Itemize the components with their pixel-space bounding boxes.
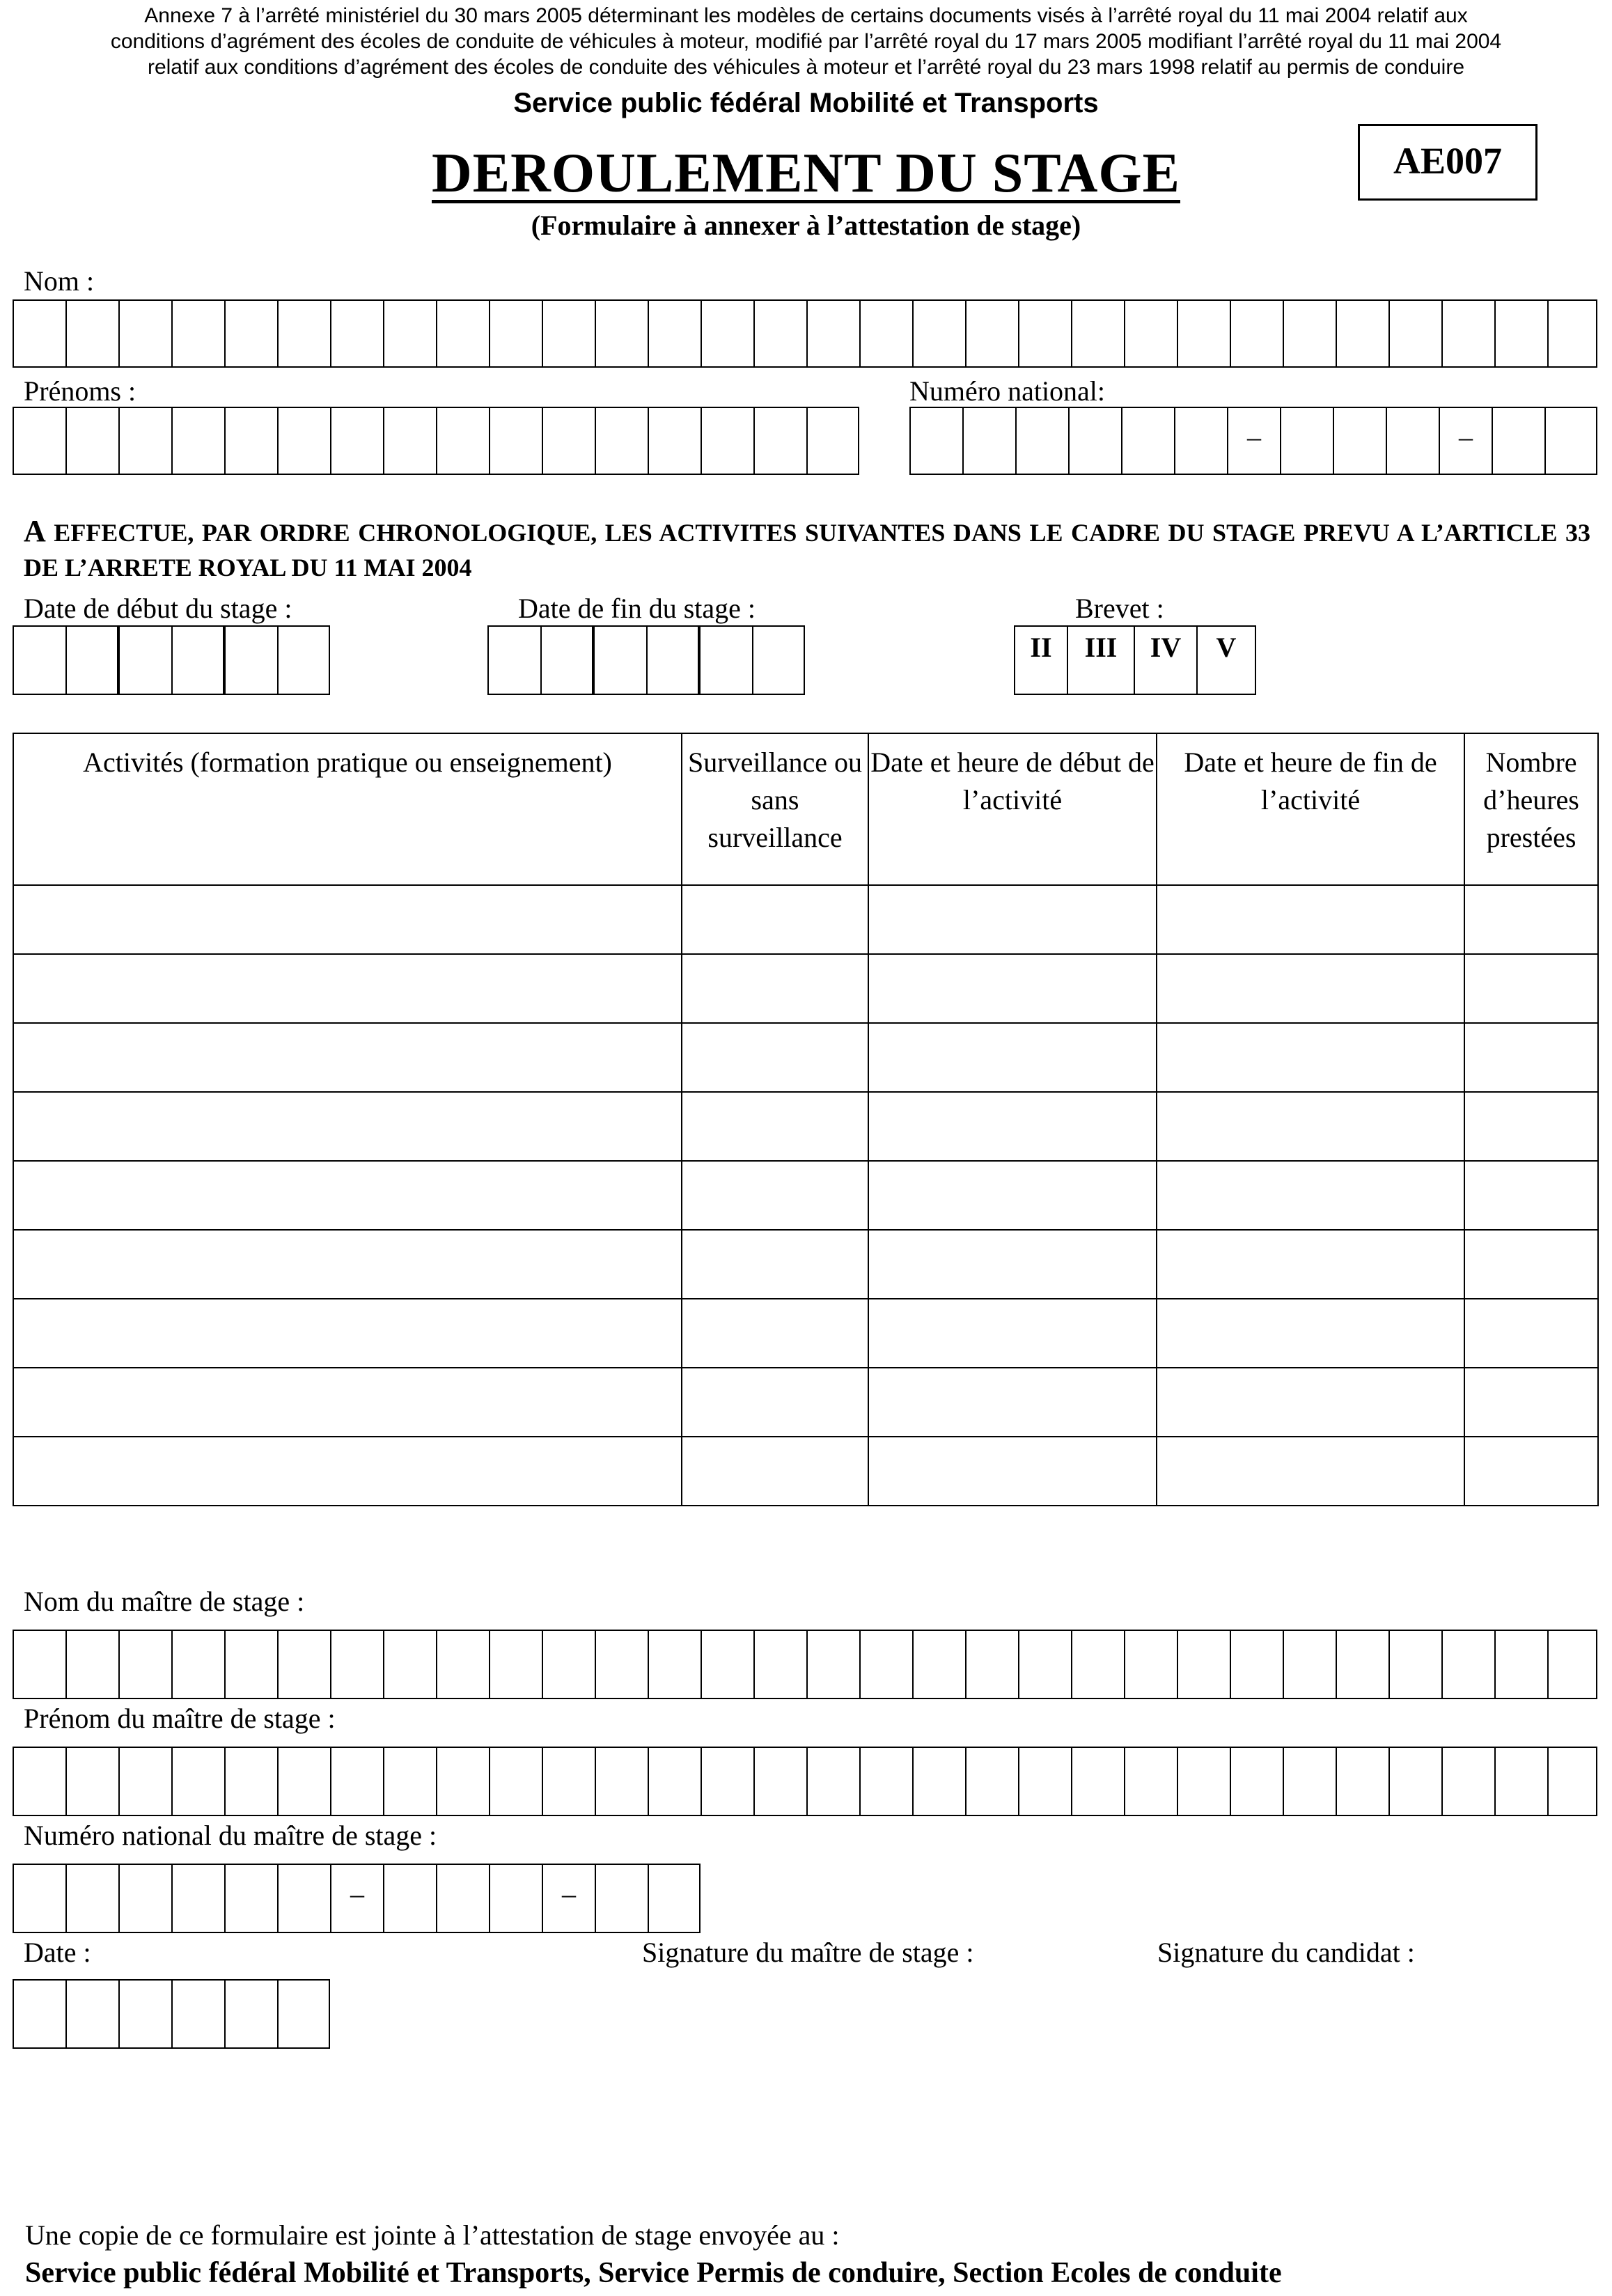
form-code: AE007 [1358,124,1537,201]
numero-national-field[interactable] [909,407,1597,475]
end-cell[interactable] [1157,1092,1464,1161]
start-cell[interactable] [868,1161,1157,1230]
numero-maitre-label: Numéro national du maître de stage : [24,1820,437,1851]
surveillance-cell[interactable] [682,1023,868,1092]
end-cell[interactable] [1157,1368,1464,1437]
page-subtitle: (Formulaire à annexer à l’attestation de stage) [531,210,1081,241]
table-row [13,1299,1598,1368]
brevet-options [1014,625,1256,695]
hours-cell[interactable] [1464,954,1598,1023]
date-fin-field[interactable] [487,625,805,695]
activity-cell[interactable] [13,1092,682,1161]
nom-field[interactable] [13,299,1597,368]
activity-cell[interactable] [13,885,682,954]
end-cell[interactable] [1157,1437,1464,1506]
nom-label: Nom : [24,265,95,297]
start-cell[interactable] [868,885,1157,954]
surveillance-cell[interactable] [682,1230,868,1299]
activities-table [13,733,1599,1506]
table-header-row [13,733,1598,885]
footer-note: Une copie de ce formulaire est jointe à l’attestation de stage envoyée au : [25,2219,840,2251]
date-label: Date : [24,1937,91,1968]
surveillance-cell[interactable] [682,1092,868,1161]
table-row [13,1368,1598,1437]
brevet-label: Brevet : [1075,593,1164,624]
annex-line: relatif aux conditions d’agrément des écoles de conduite des véhicules à moteur et l’arrêté royal du 23 mars 1998 relatif au permis de conduire [147,56,1465,79]
prenom-maitre-label: Prénom du maître de stage : [24,1703,336,1734]
surveillance-cell[interactable] [682,885,868,954]
prenom-maitre-field[interactable] [13,1747,1597,1816]
activity-cell[interactable] [13,1230,682,1299]
start-cell[interactable] [868,1368,1157,1437]
separator-dash: – [1247,421,1261,453]
activity-cell[interactable] [13,1161,682,1230]
start-cell[interactable] [868,1437,1157,1506]
date-debut-label: Date de début du stage : [24,593,292,624]
hours-cell[interactable] [1464,1230,1598,1299]
statement-initial: A [24,514,46,548]
start-cell[interactable] [868,1092,1157,1161]
table-row [13,1161,1598,1230]
table-row [13,885,1598,954]
activities-statement [24,514,1590,585]
signature-candidat-label: Signature du candidat : [1157,1937,1415,1968]
date-debut-field[interactable] [13,625,330,695]
header-date-fin: Date et heure de fin de l’activité [1157,733,1464,885]
page-title-text: DEROULEMENT DU STAGE [432,143,1180,204]
prenoms-label: Prénoms : [24,375,136,407]
hours-cell[interactable] [1464,1368,1598,1437]
prenoms-field[interactable] [13,407,859,475]
table-row [13,954,1598,1023]
footer-address: Service public fédéral Mobilité et Transports, Service Permis de conduire, Section Ecoles de conduite [25,2257,1282,2289]
separator-dash: – [562,1878,576,1910]
brevet-option-v[interactable]: V [1216,632,1237,663]
nom-maitre-label: Nom du maître de stage : [24,1586,305,1617]
activity-cell[interactable] [13,954,682,1023]
surveillance-cell[interactable] [682,1368,868,1437]
table-row [13,1230,1598,1299]
table-row [13,1092,1598,1161]
table-row [13,1437,1598,1506]
surveillance-cell[interactable] [682,1299,868,1368]
end-cell[interactable] [1157,1023,1464,1092]
end-cell[interactable] [1157,1161,1464,1230]
activity-cell[interactable] [13,1368,682,1437]
end-cell[interactable] [1157,1299,1464,1368]
separator-dash: – [1459,421,1473,453]
start-cell[interactable] [868,1023,1157,1092]
table-row [13,1023,1598,1092]
numero-maitre-field[interactable] [13,1864,701,1933]
header-surveillance: Surveillance ou sans surveillance [682,733,868,885]
signature-maitre-label: Signature du maître de stage : [642,1937,974,1968]
numero-national-label: Numéro national: [909,375,1106,407]
activity-cell[interactable] [13,1023,682,1092]
activity-cell[interactable] [13,1299,682,1368]
brevet-option-ii[interactable]: II [1015,627,1068,694]
start-cell[interactable] [868,1230,1157,1299]
separator-dash: – [350,1878,364,1910]
hours-cell[interactable] [1464,1299,1598,1368]
hours-cell[interactable] [1464,885,1598,954]
end-cell[interactable] [1157,954,1464,1023]
end-cell[interactable] [1157,1230,1464,1299]
hours-cell[interactable] [1464,1092,1598,1161]
start-cell[interactable] [868,954,1157,1023]
end-cell[interactable] [1157,885,1464,954]
header-activites: Activités (formation pratique ou enseignement) [13,733,682,885]
date-field[interactable] [13,1979,330,2049]
start-cell[interactable] [868,1299,1157,1368]
surveillance-cell[interactable] [682,1437,868,1506]
annex-line: Annexe 7 à l’arrêté ministériel du 30 mars 2005 déterminant les modèles de certains documents visés à l’arrêté royal du 11 mai 2004 relatif aux [144,4,1468,27]
service-name: Service public fédéral Mobilité et Transports [513,88,1099,118]
surveillance-cell[interactable] [682,954,868,1023]
surveillance-cell[interactable] [682,1161,868,1230]
brevet-option-iv[interactable]: IV [1135,627,1198,694]
date-fin-label: Date de fin du stage : [518,593,756,624]
activity-cell[interactable] [13,1437,682,1506]
brevet-option-iii[interactable]: III [1068,627,1135,694]
annex-line: conditions d’agrément des écoles de conduite de véhicules à moteur, modifié par l’arrêté royal du 17 mars 2005 modifiant l’arrêté royal du 11 mai 2004 [110,30,1502,53]
statement-text: EFFECTUE, PAR ORDRE CHRONOLOGIQUE, LES ACTIVITES SUIVANTES DANS LE CADRE DU STAGE PREVU A L’ARTICLE 33 DE L’ARRETE ROYAL DU 11 MAI 2004 [24,519,1590,581]
header-date-debut: Date et heure de début de l’activité [868,733,1157,885]
hours-cell[interactable] [1464,1161,1598,1230]
nom-maitre-field[interactable] [13,1630,1597,1699]
hours-cell[interactable] [1464,1023,1598,1092]
annex-reference [28,3,1584,80]
header-nombre-heures: Nombre d’heures prestées [1464,733,1598,885]
hours-cell[interactable] [1464,1437,1598,1506]
